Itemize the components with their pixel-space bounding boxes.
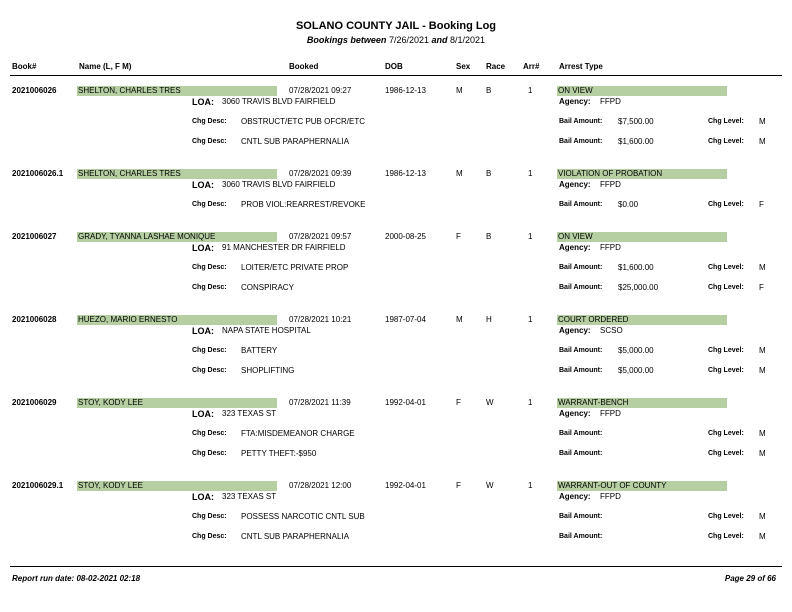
record-loa: NAPA STATE HOSPITAL [222,326,311,335]
charge-description: LOITER/ETC PRIVATE PROP [241,263,349,272]
record-agency: FFPD [600,97,621,106]
record-race: B [486,86,492,95]
charge-description: PROB VIOL:REARREST/REVOKE [241,200,366,209]
and-word: and [431,35,448,45]
chg-level-label: Chg Level: [708,430,744,437]
record-arrest-type: COURT ORDERED [557,315,727,325]
report-run-date: Report run date: 08-02-2021 02:18 [12,574,141,583]
record-booked: 07/28/2021 09:27 [289,86,352,95]
record-dob: 2000-08-25 [385,232,426,241]
chg-level-label: Chg Level: [708,450,744,457]
record-name: GRADY, TYANNA LASHAE MONIQUE [77,232,277,242]
bail-amount-label: Bail Amount: [559,450,603,457]
chg-level-label: Chg Level: [708,347,744,354]
charge-level: F [759,200,764,209]
record-book-number: 2021006029.1 [12,481,64,490]
record-agency: FFPD [600,243,621,252]
col-header-race: Race [486,62,506,71]
chg-desc-label: Chg Desc: [192,201,227,208]
chg-level-label: Chg Level: [708,138,744,145]
col-header-arr: Arr# [523,62,540,71]
bail-amount: $5,000.00 [618,366,654,375]
bail-amount-label: Bail Amount: [559,264,603,271]
record-loa: 3060 TRAVIS BLVD FAIRFIELD [222,97,336,106]
record-name: HUEZO, MARIO ERNESTO [77,315,277,325]
loa-label: LOA: [192,492,214,502]
record-agency: FFPD [600,409,621,418]
record-name: SHELTON, CHARLES TRES [77,86,277,96]
chg-level-label: Chg Level: [708,201,744,208]
record-sex: F [456,481,461,490]
record-sex: M [456,315,463,324]
chg-desc-label: Chg Desc: [192,284,227,291]
record-sex: M [456,169,463,178]
bail-amount: $7,500.00 [618,117,654,126]
record-loa: 3060 TRAVIS BLVD FAIRFIELD [222,180,336,189]
record-arrest-type: ON VIEW [557,232,727,242]
record-arrest-type: ON VIEW [557,86,727,96]
bail-amount: $1,600.00 [618,263,654,272]
charge-level: F [759,283,764,292]
chg-desc-label: Chg Desc: [192,513,227,520]
record-dob: 1992-04-01 [385,398,426,407]
charge-level: M [759,346,766,355]
charge-description: OBSTRUCT/ETC PUB OFCR/ETC [241,117,366,126]
chg-level-label: Chg Level: [708,367,744,374]
record-book-number: 2021006028 [12,315,57,324]
chg-level-label: Chg Level: [708,118,744,125]
charge-description: PETTY THEFT:-$950 [241,449,317,458]
record-name: SHELTON, CHARLES TRES [77,169,277,179]
bail-amount-label: Bail Amount: [559,284,603,291]
record-arr: 1 [528,398,533,407]
page-number: Page 29 of 66 [724,574,776,583]
record-book-number: 2021006026 [12,86,57,95]
bail-amount-label: Bail Amount: [559,367,603,374]
record-loa: 323 TEXAS ST [222,409,277,418]
record-sex: F [456,232,461,241]
loa-label: LOA: [192,97,214,107]
record-booked: 07/28/2021 10:21 [289,315,352,324]
agency-label: Agency: [559,180,591,189]
charge-description: BATTERY [241,346,278,355]
bail-amount-label: Bail Amount: [559,118,603,125]
record-loa: 323 TEXAS ST [222,492,277,501]
record-book-number: 2021006027 [12,232,57,241]
record-dob: 1986-12-13 [385,86,426,95]
charge-description: FTA:MISDEMEANOR CHARGE [241,429,355,438]
agency-label: Agency: [559,409,591,418]
charge-level: M [759,117,766,126]
record-arrest-type: VIOLATION OF PROBATION [557,169,727,179]
record-booked: 07/28/2021 09:39 [289,169,352,178]
charge-level: M [759,532,766,541]
loa-label: LOA: [192,409,214,419]
header-rule [10,75,782,76]
record-agency: FFPD [600,492,621,501]
bail-amount: $5,000.00 [618,346,654,355]
record-agency: SCSO [600,326,623,335]
record-race: W [486,481,494,490]
charge-description: SHOPLIFTING [241,366,295,375]
report-subtitle [0,35,792,45]
agency-label: Agency: [559,243,591,252]
bail-amount: $0.00 [618,200,639,209]
charge-description: CNTL SUB PARAPHERNALIA [241,532,350,541]
charge-level: M [759,512,766,521]
col-header-booked: Booked [289,62,319,71]
chg-desc-label: Chg Desc: [192,118,227,125]
loa-label: LOA: [192,326,214,336]
record-name: STOY, KODY LEE [77,481,277,491]
bail-amount-label: Bail Amount: [559,138,603,145]
record-sex: F [456,398,461,407]
chg-desc-label: Chg Desc: [192,450,227,457]
charge-level: M [759,366,766,375]
record-arr: 1 [528,86,533,95]
record-dob: 1987-07-04 [385,315,426,324]
record-arr: 1 [528,315,533,324]
record-booked: 07/28/2021 11:39 [289,398,351,407]
bail-amount-label: Bail Amount: [559,347,603,354]
record-dob: 1992-04-01 [385,481,426,490]
record-agency: FFPD [600,180,621,189]
record-arrest-type: WARRANT-OUT OF COUNTY [557,481,727,491]
record-race: B [486,169,492,178]
bail-amount: $25,000.00 [618,283,659,292]
charge-description: CONSPIRACY [241,283,294,292]
charge-description: CNTL SUB PARAPHERNALIA [241,137,350,146]
end-date: 8/1/2021 [450,35,486,45]
record-race: H [486,315,492,324]
col-header-arrest-type: Arrest Type [559,62,603,71]
record-loa: 91 MANCHESTER DR FAIRFIELD [222,243,346,252]
agency-label: Agency: [559,326,591,335]
bail-amount-label: Bail Amount: [559,513,603,520]
report-title: SOLANO COUNTY JAIL - Booking Log [295,20,497,32]
chg-desc-label: Chg Desc: [192,367,227,374]
loa-label: LOA: [192,243,214,253]
chg-desc-label: Chg Desc: [192,430,227,437]
record-arr: 1 [528,169,533,178]
chg-level-label: Chg Level: [708,513,744,520]
charge-level: M [759,429,766,438]
bail-amount: $1,600.00 [618,137,654,146]
agency-label: Agency: [559,97,591,106]
col-header-dob: DOB [385,62,403,71]
bail-amount-label: Bail Amount: [559,201,603,208]
record-arr: 1 [528,481,533,490]
record-name: STOY, KODY LEE [77,398,277,408]
record-arr: 1 [528,232,533,241]
footer-rule [10,566,782,567]
chg-desc-label: Chg Desc: [192,264,227,271]
record-race: W [486,398,494,407]
chg-desc-label: Chg Desc: [192,138,227,145]
chg-level-label: Chg Level: [708,264,744,271]
charge-level: M [759,449,766,458]
record-book-number: 2021006029 [12,398,57,407]
charge-level: M [759,263,766,272]
record-sex: M [456,86,463,95]
start-date: 7/26/2021 [388,35,429,45]
chg-desc-label: Chg Desc: [192,347,227,354]
record-arrest-type: WARRANT-BENCH [557,398,727,408]
chg-level-label: Chg Level: [708,284,744,291]
agency-label: Agency: [559,492,591,501]
subtitle-prefix: Bookings between [306,35,387,45]
charge-description: POSSESS NARCOTIC CNTL SUB [241,512,365,521]
col-header-sex: Sex [456,62,471,71]
loa-label: LOA: [192,180,214,190]
record-race: B [486,232,492,241]
bail-amount-label: Bail Amount: [559,430,603,437]
record-booked: 07/28/2021 12:00 [289,481,352,490]
chg-level-label: Chg Level: [708,533,744,540]
charge-level: M [759,137,766,146]
col-header-book: Book# [12,62,37,71]
chg-desc-label: Chg Desc: [192,533,227,540]
record-book-number: 2021006026.1 [12,169,64,178]
col-header-name: Name (L, F M) [79,62,132,71]
record-dob: 1986-12-13 [385,169,426,178]
bail-amount-label: Bail Amount: [559,533,603,540]
record-booked: 07/28/2021 09:57 [289,232,352,241]
